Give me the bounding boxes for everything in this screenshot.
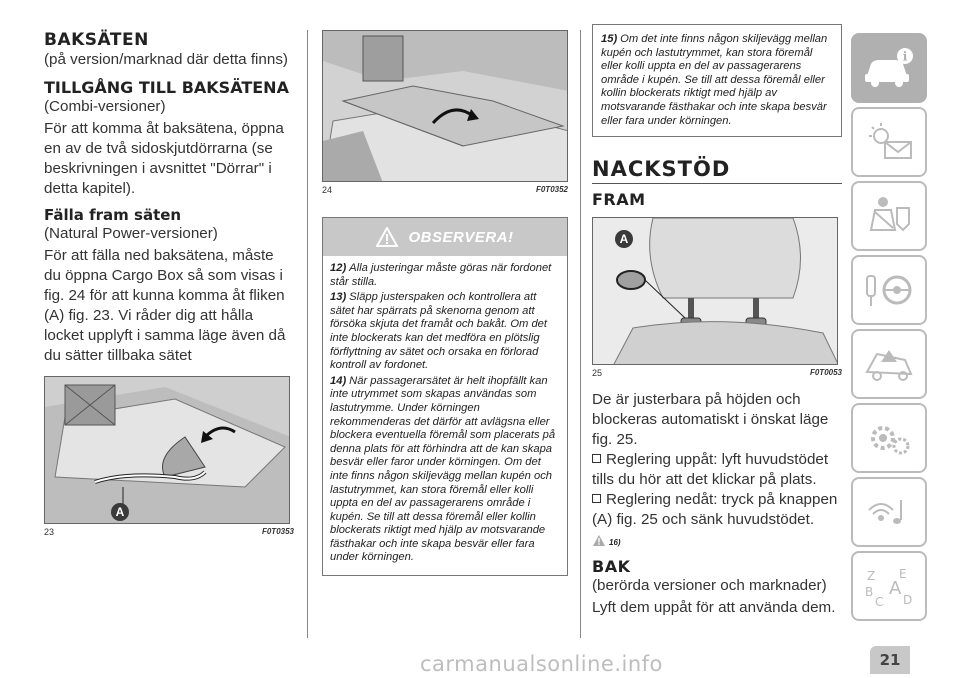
figure-23-illustration — [45, 377, 290, 524]
figure-25-code: F0T0053 — [809, 368, 842, 378]
figure-24 — [322, 30, 568, 182]
tab-emergency[interactable] — [851, 329, 927, 399]
svg-text:i: i — [902, 49, 908, 64]
column-divider-2 — [580, 30, 581, 638]
bullet-up-text: Reglering uppåt: lyft huvudstödet tills du hör att det klickar på plats. — [592, 451, 829, 489]
warning-item-text: När passagerarsätet är helt ihopfällt kan inte utrymmet som skapas användas som lastutrymme. Under körningen rekommenderas det därför att avlägsna eller blockera eventuella föremål som placerats på denna plats för att förhindra att de kan skapa besvär eller faror under körningen. Om det inte finns någon skiljevägg mellan kupén och lastutrymmet, kan stora föremål eller kolli uppta en del av passagerarens område i kupén. Se till att dessa föremål eller kollin blockerats riktigt med hjälp av motsvarande fästhakar och inte skapa besvär eller fara under körningen. — [330, 374, 556, 564]
figure-25-caption — [592, 368, 842, 378]
warning-header — [323, 218, 567, 256]
gears-icon — [861, 416, 917, 460]
warning-item-number: 13) — [330, 291, 347, 304]
paragraph-fold: För att fälla ned baksätena, måste du öppna Cargo Box så som visas i fig. 24 för att kunna komma åt fliken (A) fig. 23. Vi råder dig att hålla locket upplyft i samma läge även då du sätter tillbaka sätet — [44, 247, 286, 364]
note-text: Om det inte finns någon skiljevägg mellan kupén och lastutrymmet, kan stora föremål eller kolli uppta en del av passagerarens område i kupén. Se till att dessa föremål eller kollin blockerats riktigt med hjälp av motsvarande fästhakar och inte skapa besvär eller fara under körningen. — [601, 33, 828, 127]
heading-fram: FRAM — [592, 190, 646, 210]
figure-25-number: 25 — [592, 368, 603, 379]
paragraph-bak: Lyft dem uppåt för att använda dem. — [592, 599, 836, 617]
heading-nackstod: NACKSTÖD — [592, 157, 842, 184]
steering-key-icon — [861, 268, 917, 312]
svg-text:E: E — [899, 567, 907, 581]
svg-text:Z: Z — [867, 569, 876, 583]
svg-text:A: A — [889, 578, 902, 599]
figure-23-callout-a: A — [111, 503, 129, 521]
bullet-down-text: Reglering nedåt: tryck på knappen (A) fig. 25 och sänk huvudstödet. — [592, 491, 838, 529]
emergency-car-icon — [861, 342, 917, 386]
note-number: 15) — [601, 33, 618, 45]
bullet-square-icon — [592, 494, 601, 503]
tab-index[interactable] — [851, 551, 927, 621]
column-1 — [44, 30, 294, 537]
warning-item — [330, 291, 560, 373]
tab-car-info[interactable] — [851, 33, 927, 103]
warning-item-number: 12) — [330, 262, 347, 274]
watermark: carmanualsonline.info — [420, 652, 663, 676]
column-3 — [592, 30, 842, 618]
warning-reference-number: 16) — [609, 538, 621, 548]
lights-envelope-icon — [861, 120, 917, 164]
warning-reference — [592, 534, 842, 547]
svg-text:D: D — [903, 593, 913, 607]
figure-25 — [592, 217, 838, 365]
bullet-up — [592, 450, 842, 490]
svg-text:C: C — [875, 595, 884, 608]
tab-multimedia[interactable] — [851, 477, 927, 547]
warning-small-icon — [592, 534, 606, 547]
figure-23 — [44, 376, 290, 524]
warning-body — [323, 256, 567, 575]
car-info-icon — [861, 46, 917, 90]
multimedia-icon — [861, 490, 917, 534]
warning-item — [330, 262, 560, 289]
figure-24-number: 24 — [322, 185, 333, 195]
warning-triangle-icon — [376, 227, 398, 247]
paragraph-headrest: De är justerbara på höjden och blockeras automatiskt i önskat läge fig. 25. — [592, 391, 829, 449]
heading-bak: BAK — [592, 557, 631, 577]
tab-maintenance[interactable] — [851, 403, 927, 473]
column-2 — [322, 30, 568, 576]
index-letters-icon — [861, 564, 917, 608]
note-box — [592, 24, 842, 137]
bullet-down — [592, 490, 842, 530]
tab-starting-driving[interactable] — [851, 255, 927, 325]
warning-title: OBSERVERA! — [408, 228, 514, 246]
page-number: 21 — [870, 646, 910, 674]
subtitle-bak: (berörda versioner och marknader) — [592, 577, 827, 595]
column-divider-1 — [307, 30, 308, 638]
tab-lights-messages[interactable] — [851, 107, 927, 177]
figure-23-caption — [44, 527, 294, 537]
figure-24-illustration — [323, 31, 568, 182]
safety-seat-icon — [861, 194, 917, 238]
subtitle-combi: (Combi-versioner) — [44, 98, 166, 115]
figure-23-number: 23 — [44, 527, 55, 537]
warning-item-text: Alla justeringar måste göras när fordonet står stilla. — [330, 262, 552, 288]
svg-text:B: B — [865, 585, 874, 599]
warning-item-number: 14) — [330, 374, 347, 387]
figure-23-code: F0T0353 — [261, 527, 294, 536]
heading-fold: Fälla fram säten — [44, 206, 182, 224]
paragraph-access: För att komma åt baksätena, öppna en av de två sidoskjutdörrarna (se beskrivningen i avsnittet "Dörrar" i detta kapitel). — [44, 120, 284, 197]
heading-baksaten: BAKSÄTEN — [44, 30, 149, 50]
warning-item-text: Släpp justerspaken och kontrollera att sätet har spärrats på skenorna genom att försöka skjuta det framåt och bakåt. Om det inte blockerats kan det medföra en plötslig förflyttning av sätet och orsaka en förlorad kontroll av fordonet. — [330, 291, 548, 372]
warning-item — [330, 375, 560, 565]
subtitle-natural-power: (Natural Power-versioner) — [44, 225, 218, 242]
figure-24-code: F0T0352 — [535, 185, 568, 194]
heading-access: TILLGÅNG TILL BAKSÄTENA — [44, 78, 289, 97]
figure-25-callout-a: A — [615, 230, 633, 248]
bullet-square-icon — [592, 454, 601, 463]
warning-box — [322, 217, 568, 576]
subtitle-version: (på version/marknad där detta finns) — [44, 51, 288, 68]
chapter-sidebar — [851, 33, 927, 625]
figure-24-caption — [322, 185, 568, 195]
tab-safety[interactable] — [851, 181, 927, 251]
